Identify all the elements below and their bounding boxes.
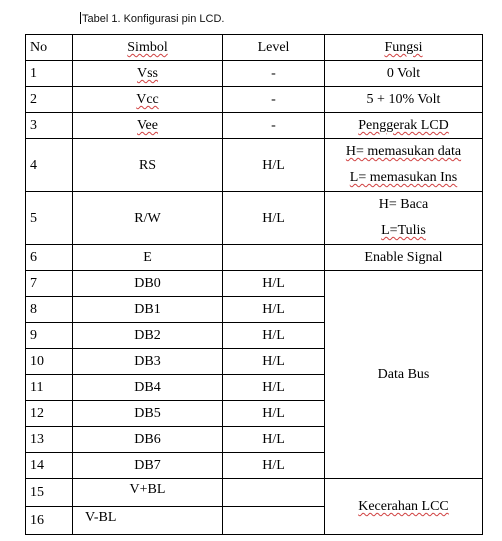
- cell-no: 13: [26, 427, 73, 453]
- cell-symbol: DB3: [73, 349, 223, 375]
- cell-function: Penggerak LCD: [325, 113, 483, 139]
- cell-no: 11: [26, 375, 73, 401]
- table-row: [26, 139, 483, 192]
- cell-no: 6: [26, 245, 73, 271]
- cell-data-bus: Data Bus: [325, 271, 483, 479]
- table-row: [26, 87, 483, 113]
- cell-no: 9: [26, 323, 73, 349]
- table-row: [26, 271, 483, 297]
- cell-level: H/L: [223, 192, 325, 245]
- table-row: [26, 245, 483, 271]
- table-row: [26, 61, 483, 87]
- table-row: [26, 113, 483, 139]
- cell-level: H/L: [223, 401, 325, 427]
- cell-no: 16: [26, 507, 73, 535]
- cell-function: 0 Volt: [325, 61, 483, 87]
- cell-no: 3: [26, 113, 73, 139]
- cell-symbol: R/W: [73, 192, 223, 245]
- cell-no: 14: [26, 453, 73, 479]
- cell-level: [223, 245, 325, 271]
- lcd-pin-table: [25, 34, 483, 535]
- cell-level: H/L: [223, 297, 325, 323]
- cell-level: H/L: [223, 323, 325, 349]
- cell-symbol: Vcc: [73, 87, 223, 113]
- cell-symbol: Vee: [73, 113, 223, 139]
- cell-no: 2: [26, 87, 73, 113]
- cell-level: H/L: [223, 271, 325, 297]
- cell-level: [223, 479, 325, 507]
- table-header-row: [26, 35, 483, 61]
- cell-symbol: DB6: [73, 427, 223, 453]
- cell-symbol: DB4: [73, 375, 223, 401]
- cell-symbol: E: [73, 245, 223, 271]
- cell-no: 12: [26, 401, 73, 427]
- cell-symbol: DB0: [73, 271, 223, 297]
- cell-symbol: DB5: [73, 401, 223, 427]
- cell-symbol: RS: [73, 139, 223, 192]
- cell-no: 7: [26, 271, 73, 297]
- header-no: No: [26, 35, 73, 61]
- cell-level: -: [223, 61, 325, 87]
- cell-level: -: [223, 113, 325, 139]
- cell-symbol: DB1: [73, 297, 223, 323]
- cell-symbol: DB7: [73, 453, 223, 479]
- cell-level: H/L: [223, 375, 325, 401]
- cell-no: 8: [26, 297, 73, 323]
- table-caption: Tabel 1. Konfigurasi pin LCD.: [82, 13, 225, 25]
- cell-level: H/L: [223, 349, 325, 375]
- cell-symbol: V-BL: [73, 507, 223, 535]
- cell-function: 5 + 10% Volt: [325, 87, 483, 113]
- cell-level: H/L: [223, 139, 325, 192]
- cell-function: Enable Signal: [325, 245, 483, 271]
- text-cursor: [80, 12, 81, 24]
- header-function: Fungsi: [325, 35, 483, 61]
- table-row: [26, 192, 483, 245]
- cell-symbol: DB2: [73, 323, 223, 349]
- cell-symbol: V+BL: [73, 479, 223, 507]
- cell-no: 4: [26, 139, 73, 192]
- header-symbol: Simbol: [73, 35, 223, 61]
- cell-level: H/L: [223, 453, 325, 479]
- cell-no: 15: [26, 479, 73, 507]
- cell-level: [223, 507, 325, 535]
- cell-no: 1: [26, 61, 73, 87]
- cell-function: H= memasukan data L= memasukan Ins: [325, 139, 483, 192]
- header-level: Level: [223, 35, 325, 61]
- table-row: [26, 479, 483, 507]
- cell-symbol: Vss: [73, 61, 223, 87]
- cell-function: H= Baca L=Tulis: [325, 192, 483, 245]
- cell-no: 10: [26, 349, 73, 375]
- cell-backlight: Kecerahan LCC: [325, 479, 483, 535]
- cell-level: H/L: [223, 427, 325, 453]
- cell-level: -: [223, 87, 325, 113]
- cell-no: 5: [26, 192, 73, 245]
